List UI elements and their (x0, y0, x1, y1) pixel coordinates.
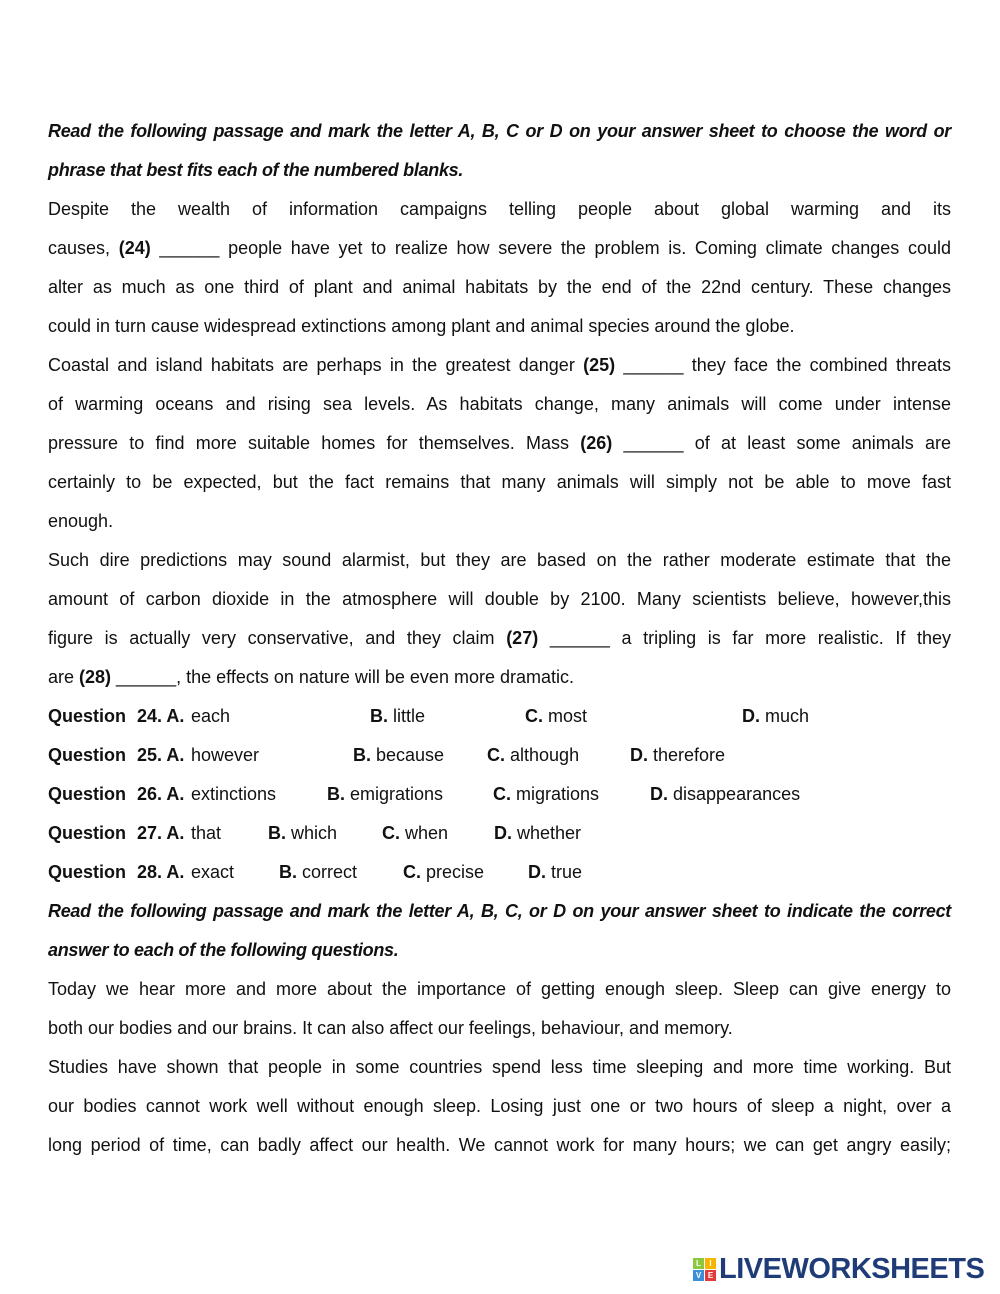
logo-tiles-icon (693, 1258, 716, 1281)
option-letter: B. (268, 823, 286, 843)
answer-option-a[interactable] (191, 697, 230, 736)
passage-text: pressure to find more suitable homes for themselves. Mass (48, 433, 581, 453)
answer-option-b[interactable] (268, 814, 337, 853)
blank-number: (24) (118, 238, 151, 258)
option-text: most (548, 706, 588, 726)
option-text: true (551, 862, 583, 882)
passage-text: enough. (48, 511, 114, 531)
option-letter: C. (382, 823, 400, 843)
instruction-line: Read the following passage and mark the letter A, B, C or D on your answer sheet to choose the word or (48, 121, 951, 141)
answer-option-d[interactable] (528, 853, 582, 892)
option-text: however (191, 745, 260, 765)
question-row (48, 736, 951, 775)
option-text: emigrations (350, 784, 444, 804)
passage-line (48, 424, 951, 463)
logo-tile: E (705, 1270, 716, 1281)
answer-option-b[interactable] (370, 697, 425, 736)
passage-text: ______ of at least some animals are (612, 433, 952, 453)
passage-line (48, 385, 951, 424)
question-row (48, 697, 951, 736)
answer-option-a[interactable] (191, 775, 276, 814)
passage-text: figure is actually very conservative, and they claim (48, 628, 507, 648)
question-label: Question (48, 745, 127, 765)
passage-text: Coastal and island habitats are perhaps in the greatest danger (48, 355, 584, 375)
answer-option-a[interactable] (191, 736, 259, 775)
option-letter: C. (403, 862, 421, 882)
passage-line (48, 658, 951, 697)
option-text: which (291, 823, 338, 843)
passage-text: Studies have shown that people in some countries spend less time sleeping and more time working. But (48, 1057, 951, 1077)
answer-option-d[interactable] (650, 775, 800, 814)
passage-text: long period of time, can badly affect our health. We cannot work for many hours; we can get angry easily; (48, 1135, 951, 1155)
answer-option-b[interactable] (327, 775, 443, 814)
option-text: exact (191, 862, 235, 882)
question-row (48, 853, 951, 892)
question-label: Question (48, 706, 127, 726)
question-number: 25. A. (137, 745, 185, 765)
option-text: disappearances (673, 784, 801, 804)
passage-line (48, 346, 951, 385)
question-number: 24. A. (137, 706, 185, 726)
passage-text: both our bodies and our brains. It can also affect our feelings, behaviour, and memory. (48, 1018, 733, 1038)
question-label: Question (48, 862, 127, 882)
passage-line (48, 1009, 951, 1048)
question-label: Question (48, 784, 127, 804)
passage-text: our bodies cannot work well without enough sleep. Losing just one or two hours of sleep a night, over a (48, 1096, 951, 1116)
answer-option-b[interactable] (353, 736, 444, 775)
passage-text: amount of carbon dioxide in the atmosphere will double by 2100. Many scientists believe, however,this (48, 589, 951, 609)
blank-number: (28) (79, 667, 112, 687)
option-text: when (405, 823, 449, 843)
passage-line (48, 307, 951, 346)
option-text: little (393, 706, 426, 726)
question-row (48, 775, 951, 814)
answer-option-b[interactable] (279, 853, 357, 892)
option-letter: C. (487, 745, 505, 765)
passage-line (48, 619, 951, 658)
option-letter: B. (353, 745, 371, 765)
option-text: whether (517, 823, 582, 843)
option-letter: D. (630, 745, 648, 765)
blank-number: (25) (583, 355, 616, 375)
passage-text: ______ people have yet to realize how severe the problem is. Coming climate changes could (150, 238, 951, 258)
logo-tile: I (705, 1258, 716, 1269)
instruction-line: phrase that best fits each of the numbered blanks. (48, 160, 464, 180)
answer-option-c[interactable] (403, 853, 484, 892)
passage-text: of warming oceans and rising sea levels. As habitats change, many animals will come under intense (48, 394, 951, 414)
answer-option-c[interactable] (525, 697, 587, 736)
answer-option-d[interactable] (742, 697, 809, 736)
passage-text: ______ they face the combined threats (615, 355, 951, 375)
passage-line (48, 502, 951, 541)
answer-option-c[interactable] (493, 775, 599, 814)
option-text: correct (302, 862, 358, 882)
answer-option-d[interactable] (494, 814, 581, 853)
option-letter: D. (742, 706, 760, 726)
option-letter: C. (493, 784, 511, 804)
option-text: although (510, 745, 580, 765)
passage-text: are (48, 667, 80, 687)
passage-text: Today we hear more and more about the importance of getting enough sleep. Sleep can give energy to (48, 979, 951, 999)
passage-text: ______ a tripling is far more realistic. If they (538, 628, 951, 648)
passage-line (48, 580, 951, 619)
passage-text: causes, (48, 238, 119, 258)
passage-text: Such dire predictions may sound alarmist, but they are based on the rather moderate estimate that the (48, 550, 951, 570)
question-label: Question (48, 823, 127, 843)
instruction-line: Read the following passage and mark the letter A, B, C, or D on your answer sheet to indicate the correct (48, 901, 951, 921)
answer-option-c[interactable] (487, 736, 579, 775)
passage-text: alter as much as one third of plant and animal habitats by the end of the 22nd century. These changes (48, 277, 951, 297)
option-text: each (191, 706, 231, 726)
logo-text: LIVEWORKSHEETS (719, 1253, 985, 1285)
option-letter: D. (650, 784, 668, 804)
passage-text: ______, the effects on nature will be even more dramatic. (111, 667, 574, 687)
option-letter: C. (525, 706, 543, 726)
option-letter: D. (528, 862, 546, 882)
option-letter: B. (370, 706, 388, 726)
option-text: migrations (516, 784, 600, 804)
logo-tile: L (693, 1258, 704, 1269)
liveworksheets-logo (693, 1253, 984, 1286)
answer-option-c[interactable] (382, 814, 448, 853)
worksheet-content (48, 112, 951, 1165)
question-number: 27. A. (137, 823, 185, 843)
option-text: precise (426, 862, 485, 882)
option-text: much (765, 706, 810, 726)
passage-line (48, 1048, 951, 1087)
passage-text: certainly to be expected, but the fact remains that many animals will simply not be able to move fast (48, 472, 951, 492)
option-text: therefore (653, 745, 726, 765)
instruction-line: answer to each of the following questions. (48, 940, 399, 960)
option-letter: D. (494, 823, 512, 843)
option-text: extinctions (191, 784, 277, 804)
option-letter: B. (327, 784, 345, 804)
blank-number: (26) (580, 433, 613, 453)
passage-line (48, 970, 951, 1009)
answer-option-a[interactable] (191, 853, 234, 892)
option-text: because (376, 745, 445, 765)
answer-option-d[interactable] (630, 736, 725, 775)
answer-option-a[interactable] (191, 814, 221, 853)
passage-line (48, 1126, 951, 1165)
logo-tile: V (693, 1270, 704, 1281)
option-letter: B. (279, 862, 297, 882)
passage-line (48, 541, 951, 580)
passage-text: could in turn cause widespread extinctions among plant and animal species around the globe. (48, 316, 795, 336)
option-text: that (191, 823, 222, 843)
question-number: 26. A. (137, 784, 185, 804)
question-number: 28. A. (137, 862, 185, 882)
passage-line (48, 229, 951, 268)
passage-line (48, 1087, 951, 1126)
blank-number: (27) (506, 628, 539, 648)
passage-text: Despite the wealth of information campaigns telling people about global warming and its (48, 199, 951, 219)
passage-line (48, 190, 951, 229)
question-row (48, 814, 951, 853)
passage-line (48, 463, 951, 502)
passage-line (48, 268, 951, 307)
